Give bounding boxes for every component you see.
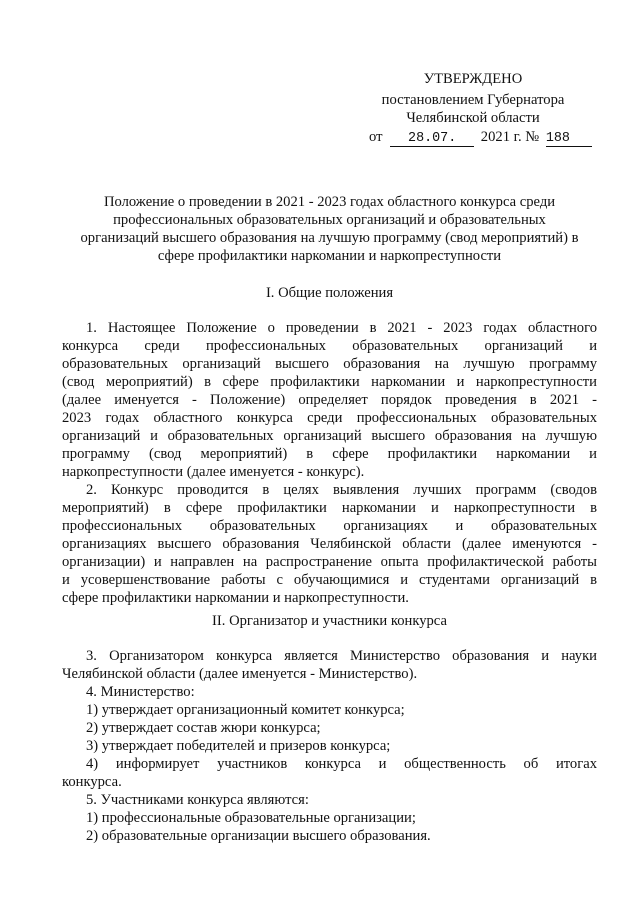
heading-line: сфере профилактики наркомании и наркопреступности bbox=[157, 248, 502, 264]
paragraph-line: 2. Конкурс проводится в целях выявления лучших программ (сводов bbox=[86, 482, 597, 498]
approval-title: УТВЕРЖДЕНО bbox=[423, 71, 523, 87]
list-item: 4) информирует участников конкурса и общественность об итогах bbox=[86, 756, 597, 772]
section-1-title: I. Общие положения bbox=[265, 285, 394, 301]
paragraph-line: Челябинской области (далее именуется - Министерство). bbox=[62, 666, 418, 682]
list-item: 2) образовательные организации высшего образования. bbox=[86, 828, 431, 844]
paragraph-line: (свод мероприятий) в сфере профилактики наркомании и наркопреступности bbox=[62, 374, 597, 390]
paragraph-line: образовательных организаций высшего образования на лучшую программу bbox=[62, 356, 597, 372]
paragraph-line: и усовершенствование работы с обучающимися и студентами организаций в bbox=[62, 572, 597, 588]
paragraph-line: организации) и направлен на распространение опыта профилактической работы bbox=[62, 554, 597, 570]
paragraph-line: конкурса среди профессиональных образовательных организаций и bbox=[62, 338, 597, 354]
approval-date-line bbox=[369, 128, 592, 147]
paragraph-5-title: 5. Участниками конкурса являются: bbox=[86, 792, 309, 808]
list-item: 1) утверждает организационный комитет конкурса; bbox=[86, 702, 405, 718]
paragraph-line: 3. Организатором конкурса является Министерство образования и науки bbox=[86, 648, 597, 664]
paragraph-line: программу (свод мероприятий) в сфере профилактики наркомании и bbox=[62, 446, 597, 462]
list-item: 3) утверждает победителей и призеров конкурса; bbox=[86, 738, 391, 754]
list-item: 1) профессиональные образовательные организации; bbox=[86, 810, 416, 826]
paragraph-line: профессиональных образовательных организациях и образовательных bbox=[62, 518, 597, 534]
paragraph-line: организациях высшего образования Челябинской области (далее именуются - bbox=[62, 536, 597, 552]
paragraph-line: сфере профилактики наркомании и наркопреступности. bbox=[62, 590, 409, 606]
date-value: 28.07. bbox=[390, 131, 474, 147]
approval-line-2: Челябинской области bbox=[406, 110, 540, 126]
heading-line: профессиональных образовательных организаций и образовательных bbox=[113, 212, 546, 228]
year-text: 2021 г. № bbox=[480, 129, 540, 145]
paragraph-line: 2023 годах областного конкурса среди профессиональных образовательных bbox=[62, 410, 597, 426]
paragraph-line: наркопреступности (далее именуется - конкурс). bbox=[62, 464, 365, 480]
heading-line: организаций высшего образования на лучшую программу (свод мероприятий) в bbox=[80, 230, 579, 246]
number-value: 188 bbox=[546, 131, 592, 147]
list-item-continuation: конкурса. bbox=[62, 774, 122, 790]
date-prefix: от bbox=[369, 129, 383, 145]
paragraph-4-title: 4. Министерство: bbox=[86, 684, 195, 700]
heading-line: Положение о проведении в 2021 - 2023 годах областного конкурса среди bbox=[103, 194, 556, 210]
paragraph-line: организаций и образовательных организаций высшего образования на лучшую bbox=[62, 428, 597, 444]
section-2-title: II. Организатор и участники конкурса bbox=[212, 613, 447, 629]
paragraph-line: мероприятий) в сфере профилактики наркомании и наркопреступности в bbox=[62, 500, 597, 516]
approval-line-1: постановлением Губернатора bbox=[381, 92, 565, 108]
paragraph-line: 1. Настоящее Положение о проведении в 2021 - 2023 годах областного bbox=[86, 320, 597, 336]
list-item: 2) утверждает состав жюри конкурса; bbox=[86, 720, 321, 736]
paragraph-line: (далее именуется - Положение) определяет порядок проведения в 2021 - bbox=[62, 392, 597, 408]
